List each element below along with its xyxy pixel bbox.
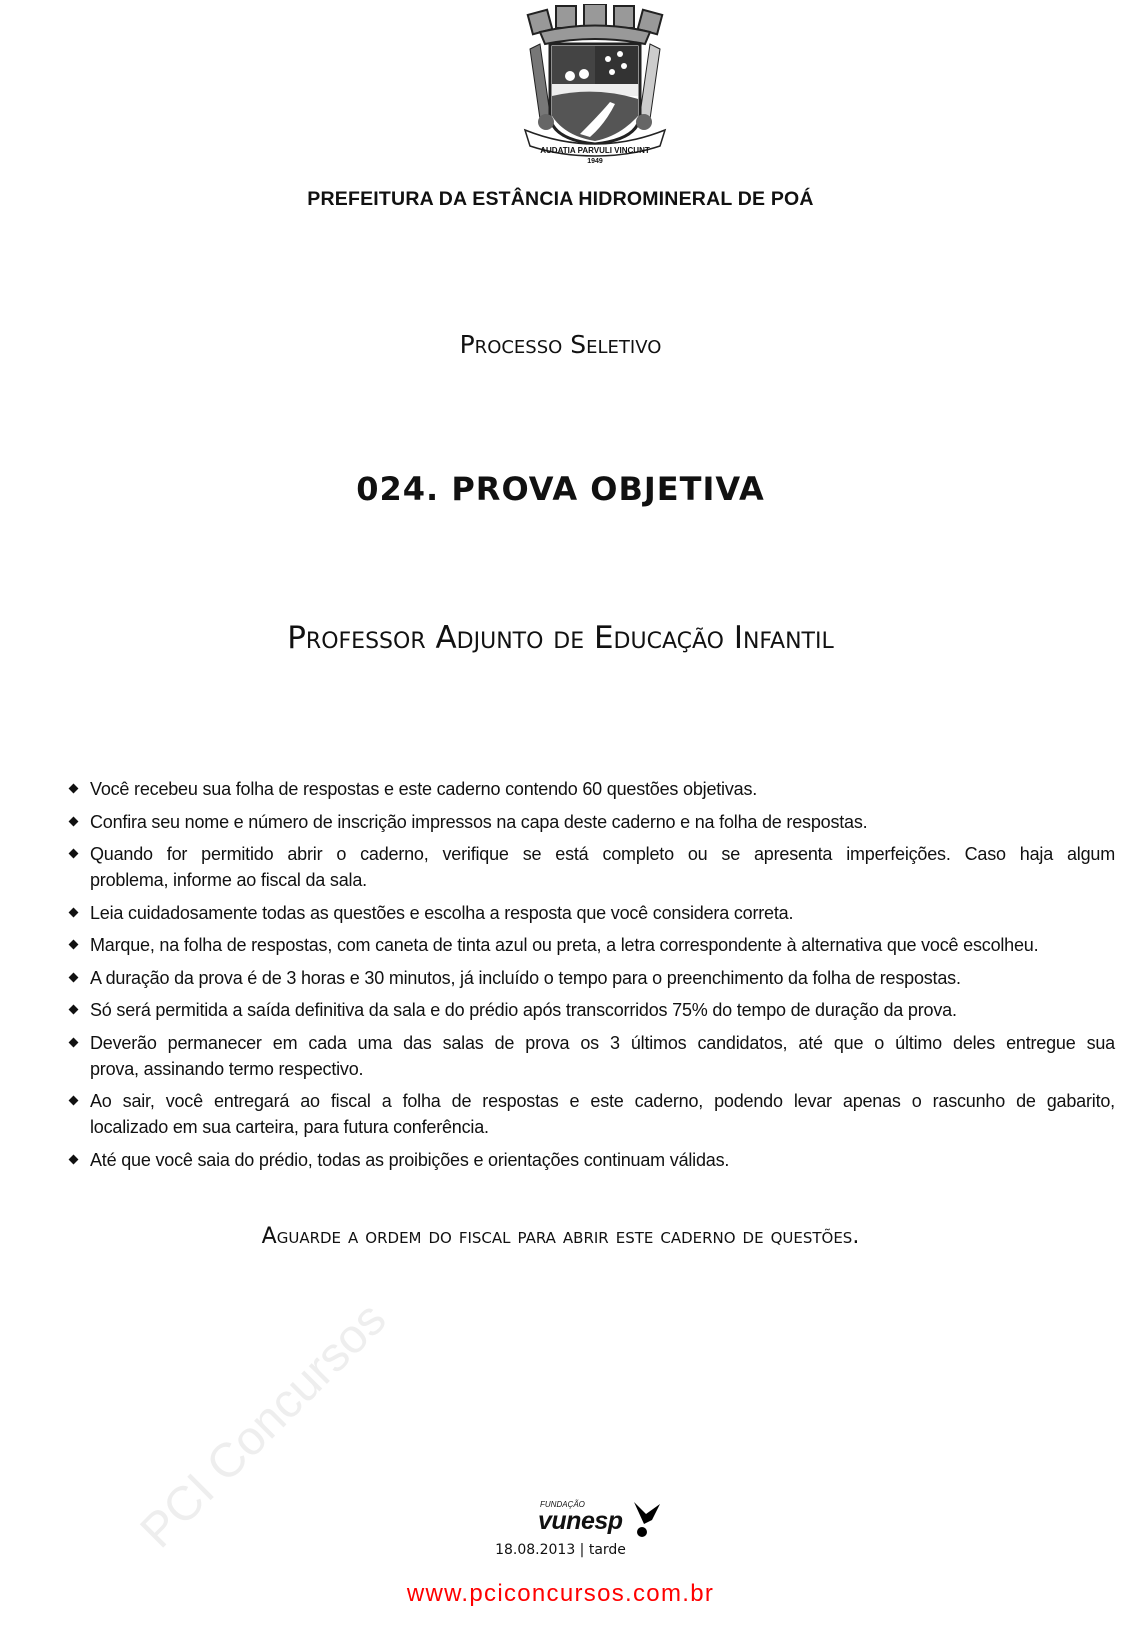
organization-name: PREFEITURA DA ESTÂNCIA HIDROMINERAL DE POÁ (307, 188, 814, 210)
instruction-item (70, 841, 1115, 893)
exam-title: 024. PROVA OBJETIVA (356, 470, 765, 508)
instruction-text-line: Marque, na folha de respostas, com caneta de tinta azul ou preta, a letra correspondente à alternativa que você escolheu. (90, 935, 1039, 955)
instruction-text-line: Deverão permanecer em cada uma das salas de prova os 3 últimos candidatos, até que o último deles entregue sua (90, 1032, 1115, 1053)
vunesp-bird-icon (630, 1500, 664, 1538)
instruction-item (70, 900, 1115, 926)
municipal-coat-of-arms-logo (520, 4, 670, 164)
vunesp-name: vunesp (538, 1507, 623, 1535)
instruction-text-line: Confira seu nome e número de inscrição impressos na capa deste caderno e na folha de respostas. (90, 811, 868, 832)
instruction-item (70, 1147, 1115, 1173)
bullet-diamond-icon (69, 1005, 79, 1015)
instruction-text-line: problema, informe ao fiscal da sala. (90, 870, 367, 890)
instruction-text-line: localizado em sua carteira, para futura conferência. (90, 1117, 489, 1137)
bullet-diamond-icon (69, 972, 79, 982)
wait-notice: Aguarde a ordem do fiscal para abrir este caderno de questões. (261, 1224, 860, 1249)
instruction-item (70, 809, 1115, 835)
watermark: PCI Concursos (130, 1292, 397, 1559)
process-title: Processo Seletivo (459, 330, 662, 359)
instruction-text-line: Quando for permitido abrir o caderno, verifique se está completo ou se apresenta imperfeições. Caso haja algum (90, 844, 1115, 864)
instruction-text-line: A duração da prova é de 3 horas e 30 minutos, já incluído o tempo para o preenchimento da folha de respostas. (90, 967, 961, 988)
instructions-list (70, 776, 1115, 1179)
bullet-diamond-icon (69, 940, 79, 950)
bullet-diamond-icon (69, 849, 79, 859)
bullet-diamond-icon (69, 1096, 79, 1106)
crest-motto: AUDATIA PARVULI VINCUNT (540, 146, 650, 155)
instruction-item (70, 932, 1115, 958)
bullet-diamond-icon (69, 907, 79, 917)
instruction-text-line: Só será permitida a saída definitiva da sala e do prédio após transcorridos 75% do tempo de duração da prova. (90, 1000, 957, 1020)
instruction-text-line: Até que você saia do prédio, todas as proibições e orientações continuam válidas. (90, 1149, 730, 1170)
bullet-diamond-icon (69, 1037, 79, 1047)
bullet-diamond-icon (69, 816, 79, 826)
exam-date: 18.08.2013 | tarde (495, 1542, 626, 1558)
instruction-text-line: prova, assinando termo respectivo. (90, 1058, 364, 1079)
vunesp-foundation-label: FUNDAÇÃO (540, 1500, 585, 1509)
instruction-item (70, 965, 1115, 991)
bullet-diamond-icon (69, 1154, 79, 1164)
instruction-item (70, 1088, 1115, 1140)
instruction-item (70, 997, 1115, 1023)
instruction-item (70, 776, 1115, 802)
instruction-text-line: Você recebeu sua folha de respostas e este caderno contendo 60 questões objetivas. (90, 779, 758, 799)
website-link[interactable]: www.pciconcursos.com.br (406, 1580, 715, 1607)
crest-year: 1949 (587, 158, 603, 164)
bullet-diamond-icon (69, 784, 79, 794)
instruction-item (70, 1030, 1115, 1082)
vunesp-logo (538, 1500, 668, 1542)
instruction-text-line: Ao sair, você entregará ao fiscal a folha de respostas e este caderno, podendo levar apenas o rascunho de gabarito, (90, 1091, 1115, 1111)
instruction-text-line: Leia cuidadosamente todas as questões e escolha a resposta que você considera correta. (90, 902, 794, 923)
role-title: Professor Adjunto de Educação Infantil (287, 620, 834, 656)
